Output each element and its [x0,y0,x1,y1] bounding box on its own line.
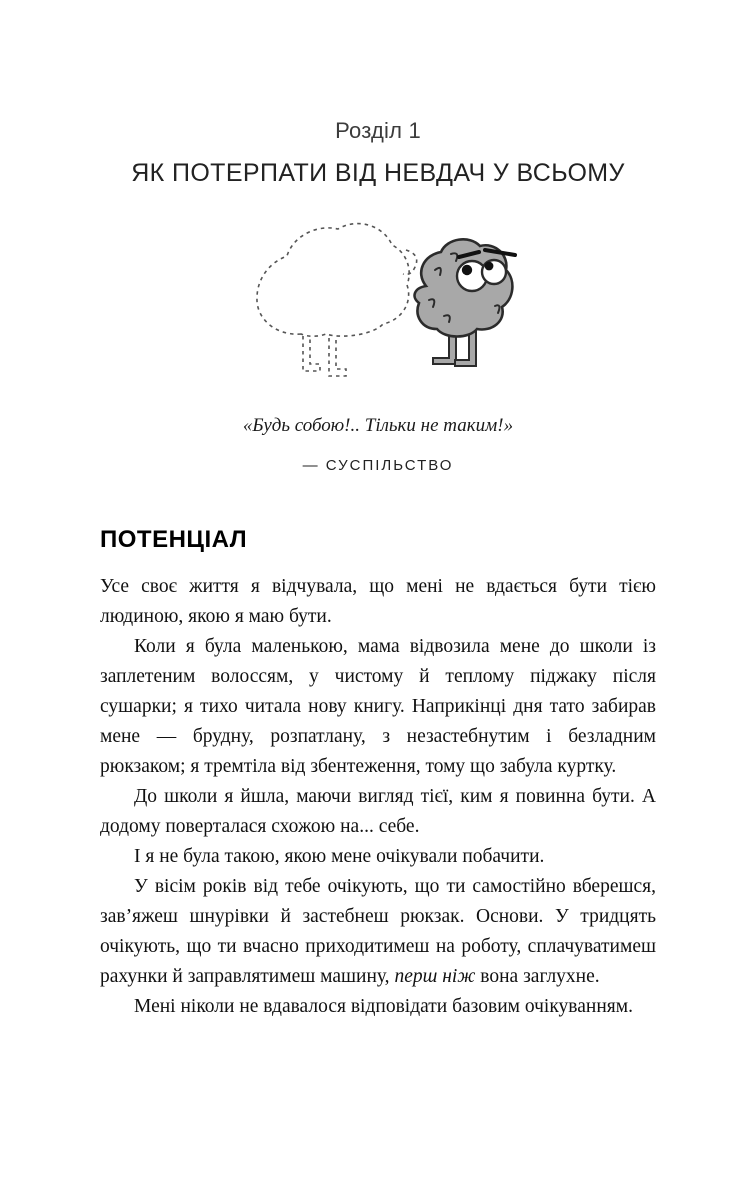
paragraph: Мені ніколи не вдавалося відповідати базовим очікуванням. [134,996,633,1017]
epigraph-quote: «Будь собою!.. Тільки не таким!» [242,415,514,436]
paragraph-italic-text: перш ніж [394,966,476,987]
chapter-label: Розділ 1 [335,118,421,143]
paragraph: Усе своє життя я відчувала, що мені не вдається бути тією людиною, якою я маю бути. [100,576,656,627]
chapter-illustration [100,208,656,403]
paragraph-text: вона заглухне. [475,966,600,987]
body-text [100,572,656,1022]
paragraph: І я не була такою, якою мене очікували побачити. [134,846,545,867]
brain-character-illustration [223,208,533,403]
paragraph [100,872,656,992]
paragraph: Коли я була маленькою, мама відвозила мене до школи із заплетеним волоссям, у чистому й теплому піджаку після сушарки; я тихо читала нову книгу. Наприкінці дня тато забирав мене — брудну, розпатлану, з незастебнутим і безладним рюкзаком; я тремтіла від збентеження, тому що забула куртку. [100,636,656,777]
page-title: ЯК ПОТЕРПАТИ ВІД НЕВДАЧ У ВСЬОМУ [131,159,625,187]
quote-attribution: — СУСПІЛЬСТВО [302,457,454,474]
dashed-outline-figure [257,224,417,376]
section-heading: ПОТЕНЦІАЛ [100,526,248,553]
brain-character [415,239,515,366]
paragraph: До школи я йшла, маючи вигляд тієї, ким я повинна бути. А додому поверталася схожою на... себе. [100,786,656,837]
paragraph-text: У вісім років від тебе очікують, що ти самостійно вберешся, зав’яжеш шнурівки й застебнеш рюкзак. Основи. У тридцять очікують, що ти вчасно приходитимеш на роботу, сплачуватимеш рахунки й заправлятимеш машину, [100,876,656,987]
